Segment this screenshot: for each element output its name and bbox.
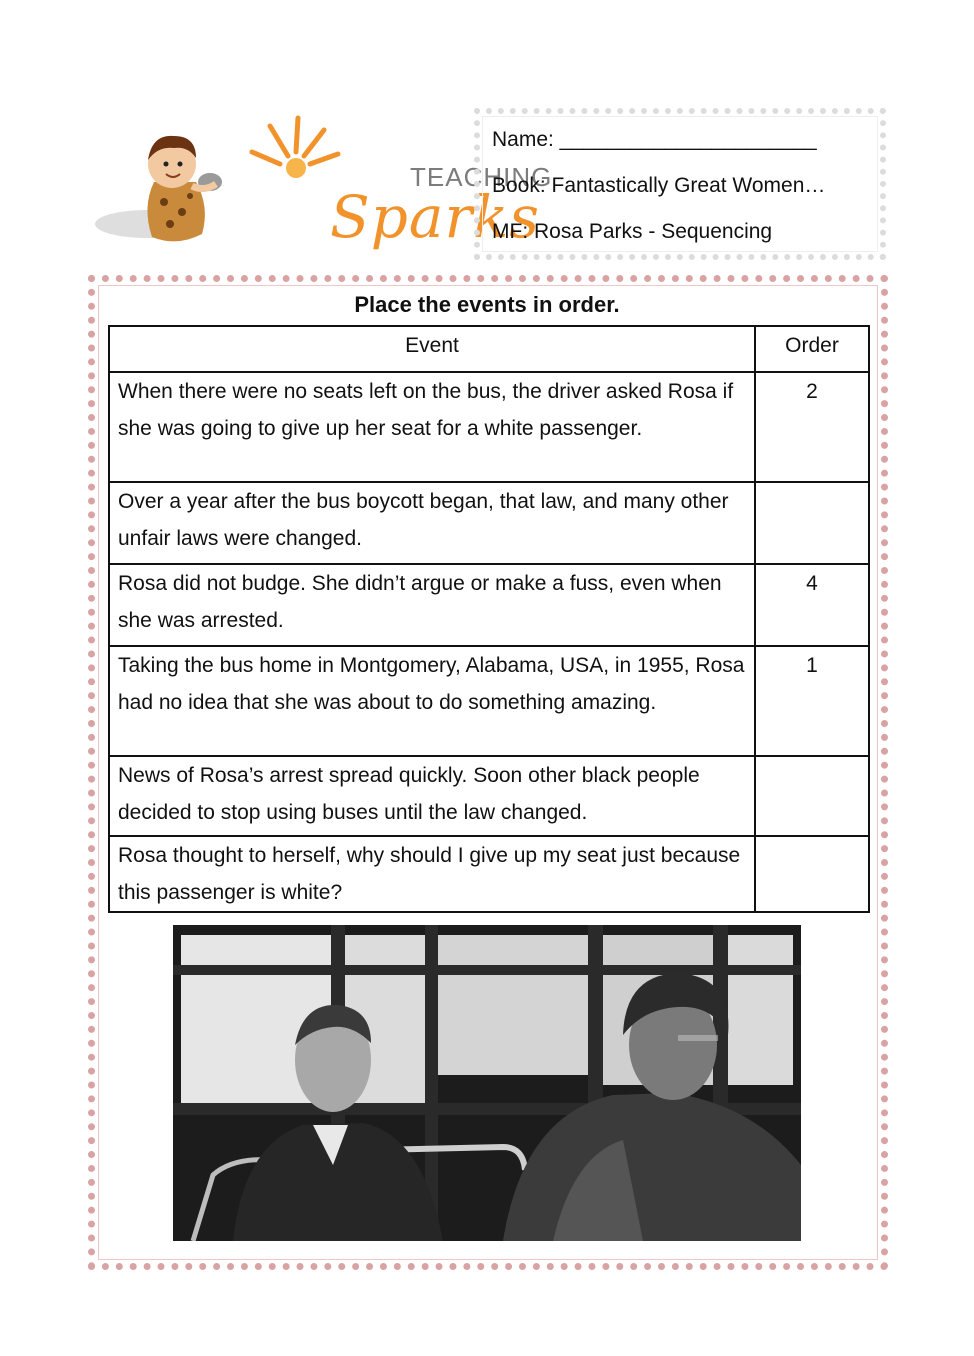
teaching-sparks-logo [92,112,553,262]
name-line[interactable]: Name: ______________________ [492,128,817,151]
bus-photo [173,925,801,1241]
event-cell: News of Rosa’s arrest spread quickly. Soon other black people decided to stop using buses until the law changed. [109,756,755,836]
order-cell[interactable]: 2 [755,372,869,482]
column-header-event: Event [109,326,755,372]
mf-line: MF: Rosa Parks - Sequencing [492,220,773,243]
table-row [109,372,869,482]
table-header-row [109,326,869,372]
event-cell: Taking the bus home in Montgomery, Alabama, USA, in 1955, Rosa had no idea that she was about to do something amazing. [109,646,755,756]
column-header-order: Order [755,326,869,372]
order-cell[interactable]: 4 [755,564,869,646]
worksheet-heading: Place the events in order. [354,292,620,317]
logo-text-teaching: TEACHING [410,162,553,192]
sequencing-table [108,325,870,913]
logo-text-sparks: Sparks [330,183,541,251]
table-row [109,756,869,836]
table-row [109,646,869,756]
event-cell: Over a year after the bus boycott began, that law, and many other unfair laws were changed. [109,482,755,564]
table-row [109,482,869,564]
table-row [109,836,869,912]
student-info-box [474,108,886,260]
table-row [109,564,869,646]
event-cell: Rosa thought to herself, why should I give up my seat just because this passenger is white? [109,836,755,912]
order-cell[interactable] [755,482,869,564]
book-line: Book: Fantastically Great Women… [492,174,826,197]
event-cell: Rosa did not budge. She didn’t argue or make a fuss, even when she was arrested. [109,564,755,646]
order-cell[interactable]: 1 [755,646,869,756]
order-cell[interactable] [755,836,869,912]
event-cell: When there were no seats left on the bus, the driver asked Rosa if she was going to give up her seat for a white passenger. [109,372,755,482]
order-cell[interactable] [755,756,869,836]
